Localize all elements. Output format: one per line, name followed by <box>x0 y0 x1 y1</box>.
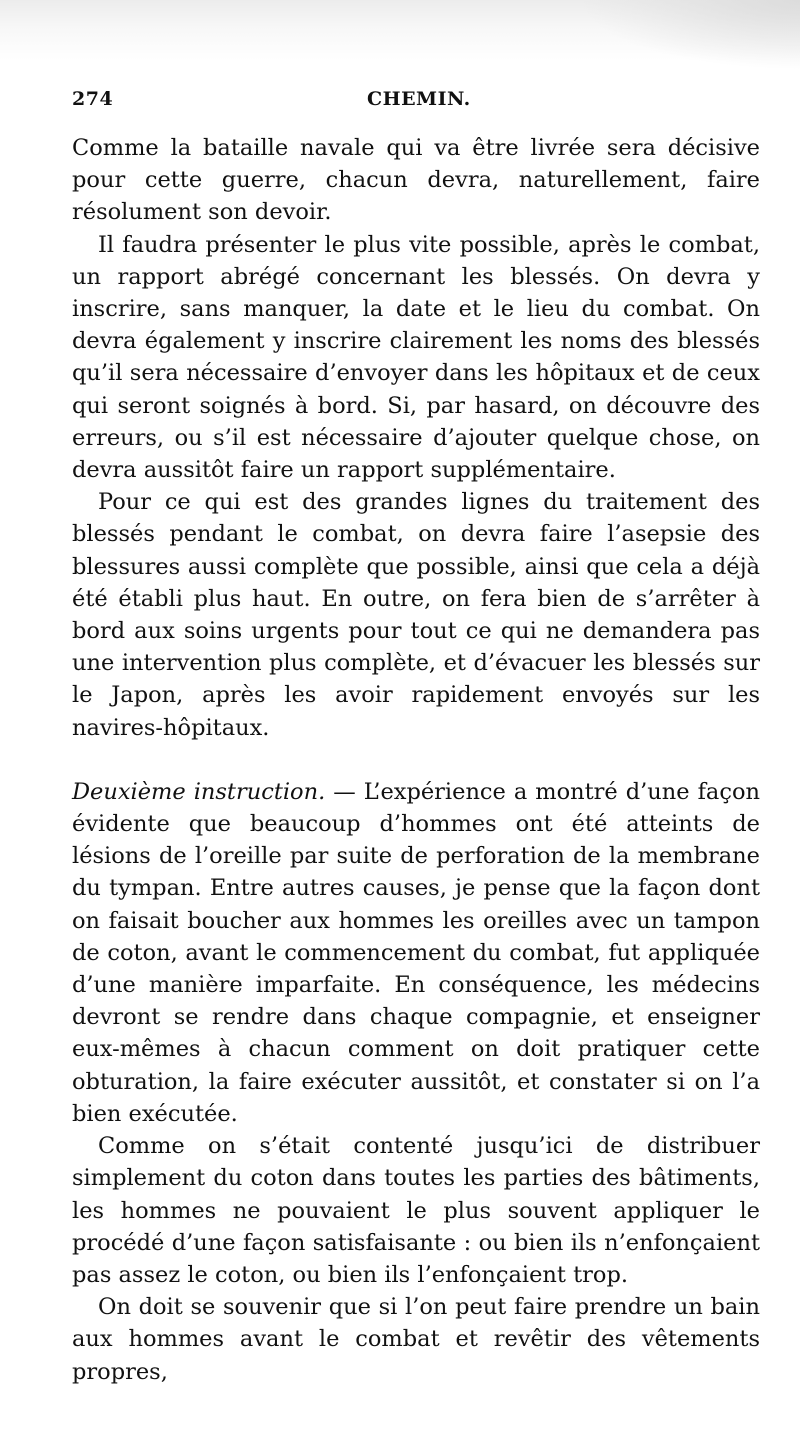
paragraph-text: — L’expérience a montré d’une façon évidente que beaucoup d’hommes ont été atteints de lésions de l’oreille par suite de perforation de la membrane du tympan. Entre autres causes, je pense que la façon dont on faisait boucher aux hommes les oreilles avec un tampon de coton, avant le commencement du combat, fut appliquée d’une manière imparfaite. En conséquence, les médecins devront se rendre dans chaque compagnie, et enseigner eux-mêmes à chacun comment on doit pratiquer cette obturation, la faire exécuter aussitôt, et constater si on l’a bien exécutée. <box>72 778 760 1127</box>
section-heading: Deuxième instruction. <box>72 778 326 805</box>
paragraph-5 <box>72 1130 760 1291</box>
body-text <box>72 132 760 1388</box>
paragraph-text: On doit se souvenir que si l’on peut faire prendre un bain aux hommes avant le combat et revêtir des vêtements propres, <box>72 1294 760 1385</box>
scan-shadow-corner <box>580 0 800 70</box>
page-number: 274 <box>72 88 114 110</box>
paragraph-4 <box>72 776 760 1130</box>
paragraph-text: Pour ce qui est des grandes lignes du traitement des blessés pendant le combat, on devra faire l’asepsie des blessures aussi complète que possible, ainsi que cela a déjà été établi plus haut. En outre, on fera bien de s’arrêter à bord aux soins urgents pour tout ce qui ne demandera pas une intervention plus complète, et d’évacuer les blessés sur le Japon, après les avoir rapidement envoyés sur les navires-hôpitaux. <box>72 489 760 741</box>
paragraph-text: Comme on s’était contenté jusqu’ici de distribuer simplement du coton dans toutes les parties des bâtiments, les hommes ne pouvaient le plus souvent appliquer le procédé d’une façon satisfaisante : ou bien ils n’enfonçaient pas assez le coton, ou bien ils l’enfonçaient trop. <box>72 1133 760 1288</box>
running-head: CHEMIN. <box>367 88 471 110</box>
paragraph-2 <box>72 229 760 487</box>
paragraph-text: Il faudra présenter le plus vite possible, après le combat, un rapport abrégé concernant les blessés. On devra y inscrire, sans manquer, la date et le lieu du combat. On devra également y inscrire clairement les noms des blessés qu’il sera nécessaire d’envoyer dans les hôpitaux et de ceux qui seront soignés à bord. Si, par hasard, on découvre des erreurs, ou s’il est nécessaire d’ajouter quelque chose, on devra aussitôt faire un rapport supplémentaire. <box>72 231 760 484</box>
paragraph-1 <box>72 132 760 229</box>
paragraph-3 <box>72 486 760 744</box>
paragraph-6 <box>72 1291 760 1388</box>
paragraph-text: Comme la bataille navale qui va être livrée sera décisive pour cette guerre, chacun devra, naturellement, faire résolument son devoir. <box>72 135 760 226</box>
page-header <box>72 88 732 118</box>
